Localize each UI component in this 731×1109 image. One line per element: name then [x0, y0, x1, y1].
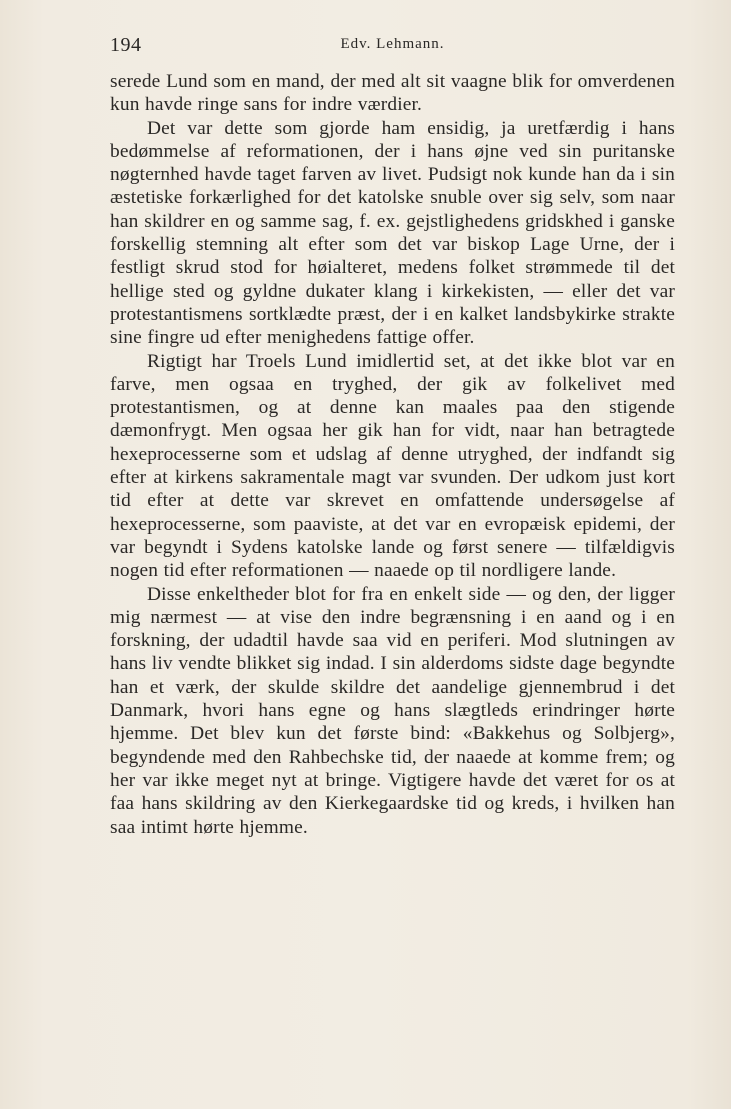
page-header: [110, 34, 675, 56]
paragraph: Rigtigt har Troels Lund imidlertid set, at det ikke blot var en farve, men ogsaa en tryghed, der gik av folkelivet med protestantismen, og at denne kan maales paa den stigende dæmonfrygt. Men ogsaa her gik han for vidt, naar han betragtede hexeprocesserne som et udslag af denne utryghed, der indfandt sig efter at kirkens sakramentale magt var svunden. Der udkom just kort tid efter at dette var skrevet en omfattende undersøgelse af hexeprocesserne, som paaviste, at det var en evropæisk epidemi, der var begyndt i Sydens katolske lande og først senere — tilfældigvis nogen tid efter reformationen — naaede op til nordligere lande.: [110, 350, 675, 582]
paragraph: Det var dette som gjorde ham ensidig, ja uretfærdig i hans bedømmelse af reformationen, der i hans øjne ved sin puritanske nøgternhed havde taget farven av livet. Pudsigt nok kunde han da i sin æstetiske forkærlighed for det katolske snuble over sig selv, som naar han skildrer en og samme sag, f. ex. gejstlighedens gridskhed i ganske forskellig stemning alt efter som det var biskop Lage Urne, der i festligt skrud stod for høialteret, medens folket strømmede til det hellige sted og gyldne dukater klang i kirkekisten, — eller det var protestantismens sortklædte præst, der i en kalket landsbykirke strakte sine fingre ud efter menighedens fattige offer.: [110, 117, 675, 349]
paragraph-continuation: serede Lund som en mand, der med alt sit vaagne blik for omverdenen kun havde ringe sans for indre værdier.: [110, 71, 675, 116]
page-number: 194: [110, 34, 142, 56]
running-head: Edv. Lehmann.: [340, 36, 445, 52]
body-text: [110, 70, 675, 839]
paragraph: Disse enkeltheder blot for fra en enkelt side — og den, der ligger mig nærmest — at vise den indre begrænsning i en aand og i en forskning, der udadtil havde saa vid en periferi. Mod slutningen av hans liv vendte blikket sig indad. I sin alderdoms sidste dage begyndte han et værk, der skulde skildre det aandelige gjennembrud i det Danmark, hvori hans egne og hans slægtleds erindringer hørte hjemme. Det blev kun det første bind: «Bakkehus og Solbjerg», begyndende med den Rahbechske tid, der naaede at komme frem; og her var ikke meget nyt at bringe. Vigtigere havde det været for os at faa hans skildring av den Kierkegaardske tid og kreds, i hvilken han saa intimt hørte hjemme.: [110, 583, 675, 838]
